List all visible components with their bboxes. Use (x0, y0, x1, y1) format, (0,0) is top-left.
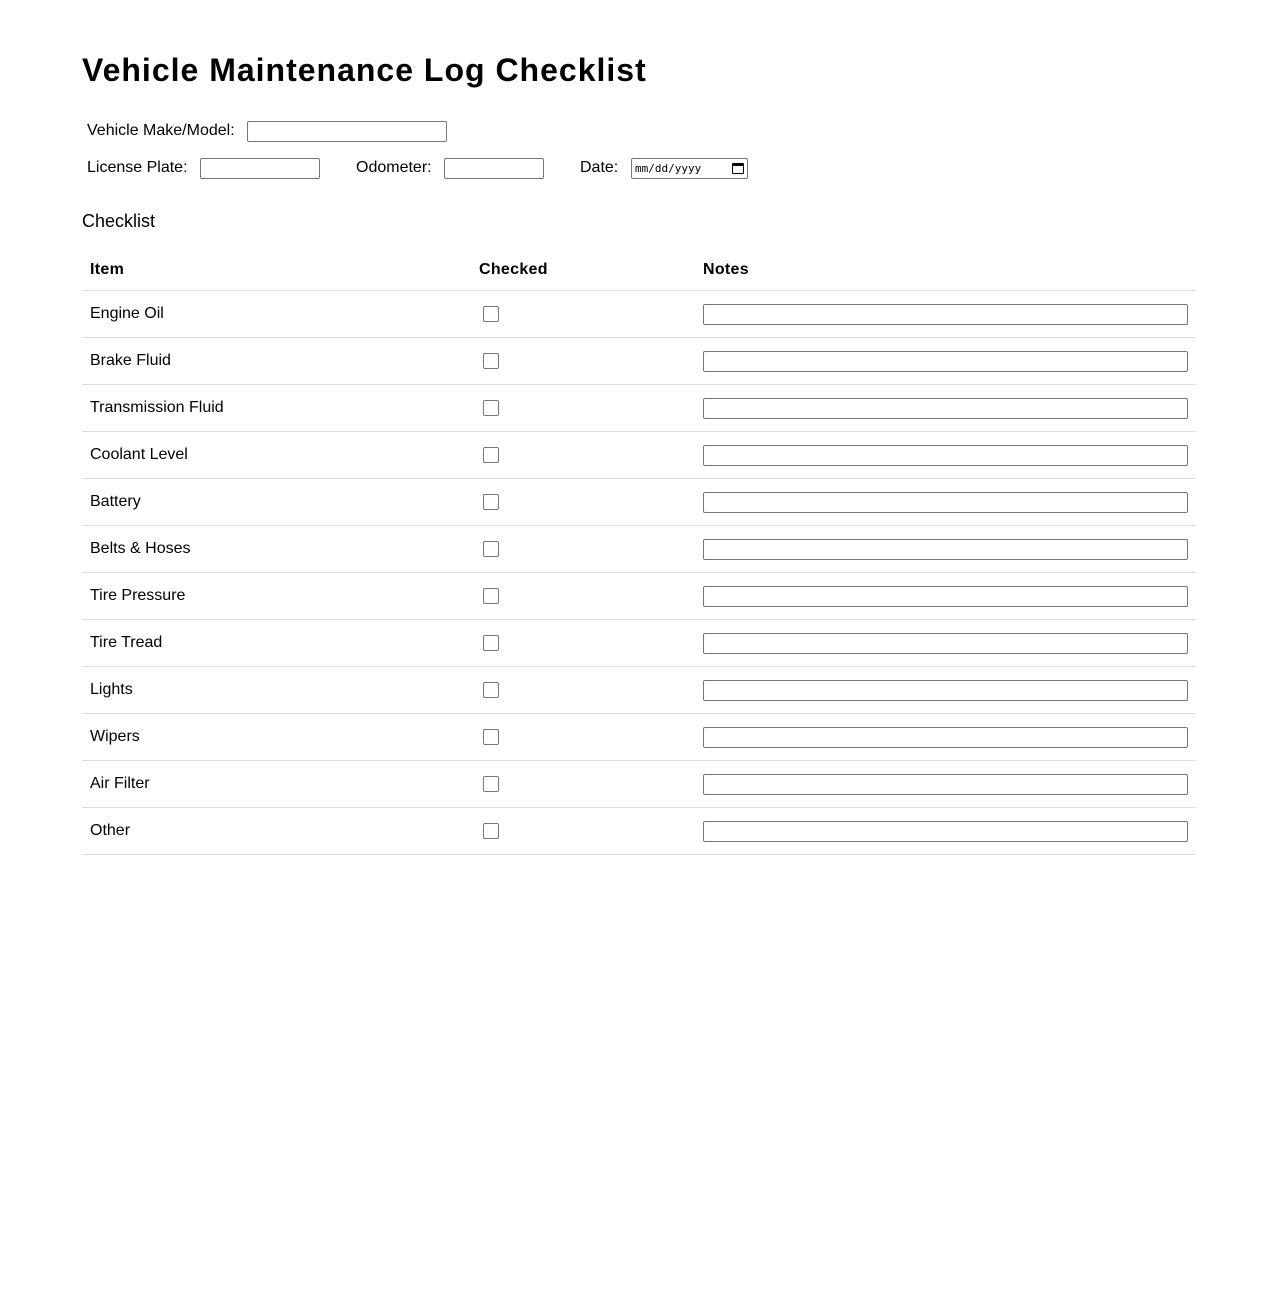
notes-input[interactable] (703, 586, 1188, 607)
checked-cell (471, 432, 695, 479)
make-model-input[interactable] (247, 121, 447, 142)
checklist-item-label: Wipers (82, 714, 471, 761)
checked-cell (471, 761, 695, 808)
column-header-item: Item (82, 250, 471, 291)
notes-input[interactable] (703, 680, 1188, 701)
column-header-checked: Checked (471, 250, 695, 291)
table-row (82, 338, 1196, 385)
date-label: Date: (580, 159, 619, 176)
date-input[interactable] (631, 158, 748, 179)
table-row (82, 761, 1196, 808)
notes-cell (695, 385, 1196, 432)
checked-checkbox[interactable] (483, 776, 499, 792)
checklist-item-label: Other (82, 808, 471, 855)
page-title: Vehicle Maintenance Log Checklist (82, 52, 647, 88)
checked-checkbox[interactable] (483, 400, 499, 416)
notes-cell (695, 714, 1196, 761)
checked-checkbox[interactable] (483, 729, 499, 745)
checklist-table (82, 250, 1196, 855)
checklist-item-label: Tire Pressure (82, 573, 471, 620)
checklist-item-label: Battery (82, 479, 471, 526)
checklist-item-label: Coolant Level (82, 432, 471, 479)
checked-cell (471, 573, 695, 620)
notes-cell (695, 620, 1196, 667)
checklist-heading: Checklist (82, 211, 156, 231)
checked-cell (471, 291, 695, 338)
checklist-item-label: Air Filter (82, 761, 471, 808)
checked-cell (471, 714, 695, 761)
notes-input[interactable] (703, 774, 1188, 795)
notes-cell (695, 479, 1196, 526)
license-plate-input[interactable] (200, 158, 320, 179)
notes-input[interactable] (703, 821, 1188, 842)
notes-cell (695, 338, 1196, 385)
checked-checkbox[interactable] (483, 588, 499, 604)
checklist-item-label: Brake Fluid (82, 338, 471, 385)
notes-input[interactable] (703, 539, 1188, 560)
notes-cell (695, 291, 1196, 338)
table-row (82, 526, 1196, 573)
table-row (82, 432, 1196, 479)
table-header-row (82, 250, 1196, 291)
checklist-item-label: Tire Tread (82, 620, 471, 667)
checked-checkbox[interactable] (483, 823, 499, 839)
table-row (82, 385, 1196, 432)
notes-input[interactable] (703, 492, 1188, 513)
table-row (82, 667, 1196, 714)
checked-checkbox[interactable] (483, 494, 499, 510)
table-row (82, 620, 1196, 667)
notes-input[interactable] (703, 727, 1188, 748)
notes-input[interactable] (703, 445, 1188, 466)
checked-checkbox[interactable] (483, 541, 499, 557)
checklist-item-label: Transmission Fluid (82, 385, 471, 432)
odometer-input[interactable] (444, 158, 544, 179)
notes-input[interactable] (703, 304, 1188, 325)
notes-input[interactable] (703, 633, 1188, 654)
table-row (82, 573, 1196, 620)
checked-cell (471, 667, 695, 714)
table-row (82, 291, 1196, 338)
checklist-item-label: Lights (82, 667, 471, 714)
notes-cell (695, 432, 1196, 479)
table-row (82, 479, 1196, 526)
table-row (82, 714, 1196, 761)
checked-cell (471, 526, 695, 573)
checked-cell (471, 385, 695, 432)
checked-cell (471, 479, 695, 526)
odometer-label: Odometer: (356, 159, 432, 176)
calendar-icon[interactable] (732, 163, 744, 174)
notes-cell (695, 573, 1196, 620)
checklist-item-label: Engine Oil (82, 291, 471, 338)
checked-cell (471, 620, 695, 667)
checklist-body (82, 291, 1196, 855)
notes-input[interactable] (703, 351, 1188, 372)
notes-cell (695, 761, 1196, 808)
make-model-label: Vehicle Make/Model: (87, 122, 235, 139)
checked-checkbox[interactable] (483, 353, 499, 369)
checked-checkbox[interactable] (483, 447, 499, 463)
notes-input[interactable] (703, 398, 1188, 419)
date-placeholder: mm/dd/yyyy (635, 162, 702, 175)
license-plate-label: License Plate: (87, 159, 188, 176)
checked-cell (471, 338, 695, 385)
checked-checkbox[interactable] (483, 682, 499, 698)
notes-cell (695, 667, 1196, 714)
column-header-notes: Notes (695, 250, 1196, 291)
table-row (82, 808, 1196, 855)
checklist-item-label: Belts & Hoses (82, 526, 471, 573)
notes-cell (695, 526, 1196, 573)
checked-checkbox[interactable] (483, 635, 499, 651)
checked-cell (471, 808, 695, 855)
notes-cell (695, 808, 1196, 855)
checked-checkbox[interactable] (483, 306, 499, 322)
